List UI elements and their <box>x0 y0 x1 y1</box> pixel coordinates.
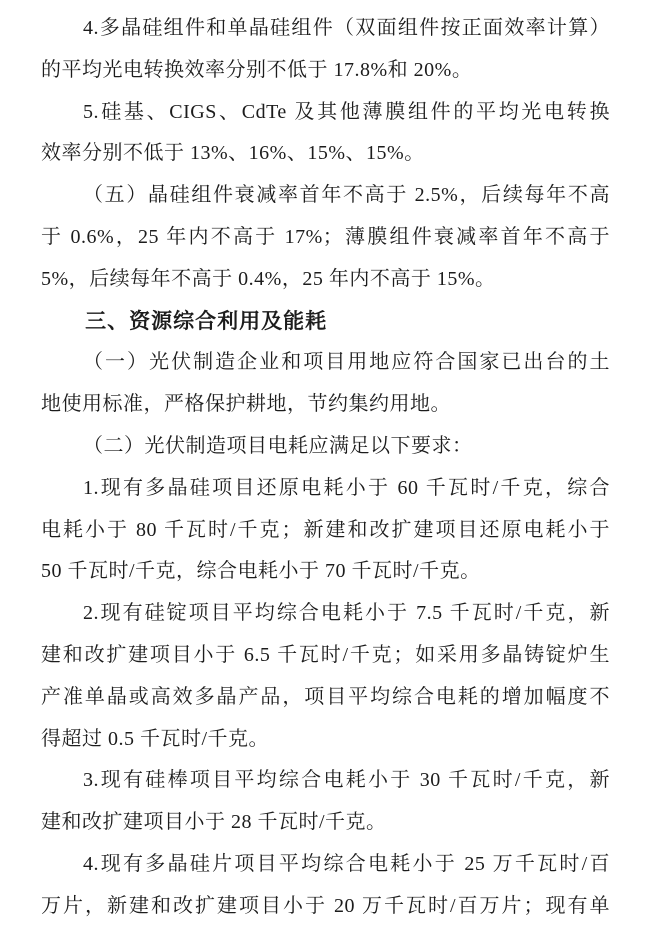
text-line: 建和改扩建项目小于 28 千瓦时/千克。 <box>41 811 387 834</box>
text-line: 3.现有硅棒项目平均综合电耗小于 30 千瓦时/千克，新 <box>83 769 610 792</box>
text-line: 50 千瓦时/千克，综合电耗小于 70 千瓦时/千克。 <box>41 560 481 583</box>
text-line: 地使用标准，严格保护耕地，节约集约用地。 <box>41 393 451 416</box>
section-heading: 三、资源综合利用及能耗 <box>85 309 328 333</box>
text-line: 的平均光电转换效率分别不低于 17.8%和 20%。 <box>41 58 473 81</box>
text-line: 于 0.6%，25 年内不高于 17%；薄膜组件衰减率首年不高于 <box>41 225 610 248</box>
text-line: （二）光伏制造项目电耗应满足以下要求： <box>83 434 473 457</box>
text-line: 2.现有硅锭项目平均综合电耗小于 7.5 千瓦时/千克，新 <box>83 602 610 625</box>
text-line: 效率分别不低于 13%、16%、15%、15%。 <box>41 142 425 165</box>
text-line: （一）光伏制造企业和项目用地应符合国家已出台的土 <box>83 351 610 374</box>
text-line: 建和改扩建项目小于 6.5 千瓦时/千克；如采用多晶铸锭炉生 <box>41 643 610 666</box>
text-line: 产准单晶或高效多晶产品，项目平均综合电耗的增加幅度不 <box>41 685 610 708</box>
text-line: 电耗小于 80 千瓦时/千克；新建和改扩建项目还原电耗小于 <box>41 518 610 541</box>
text-line: 4.多晶硅组件和单晶硅组件（双面组件按正面效率计算） <box>83 17 610 39</box>
text-line: （五）晶硅组件衰减率首年不高于 2.5%，后续每年不高 <box>83 184 610 207</box>
text-line: 5%，后续每年不高于 0.4%，25 年内不高于 15%。 <box>41 267 496 290</box>
text-line: 1.现有多晶硅项目还原电耗小于 60 千瓦时/千克，综合 <box>83 476 610 499</box>
text-line: 5.硅基、CIGS、CdTe 及其他薄膜组件的平均光电转换 <box>83 100 610 123</box>
text-line: 得超过 0.5 千瓦时/千克。 <box>41 727 270 750</box>
text-line: 万片，新建和改扩建项目小于 20 万千瓦时/百万片；现有单 <box>41 894 610 917</box>
text-line: 4.现有多晶硅片项目平均综合电耗小于 25 万千瓦时/百 <box>83 852 610 875</box>
